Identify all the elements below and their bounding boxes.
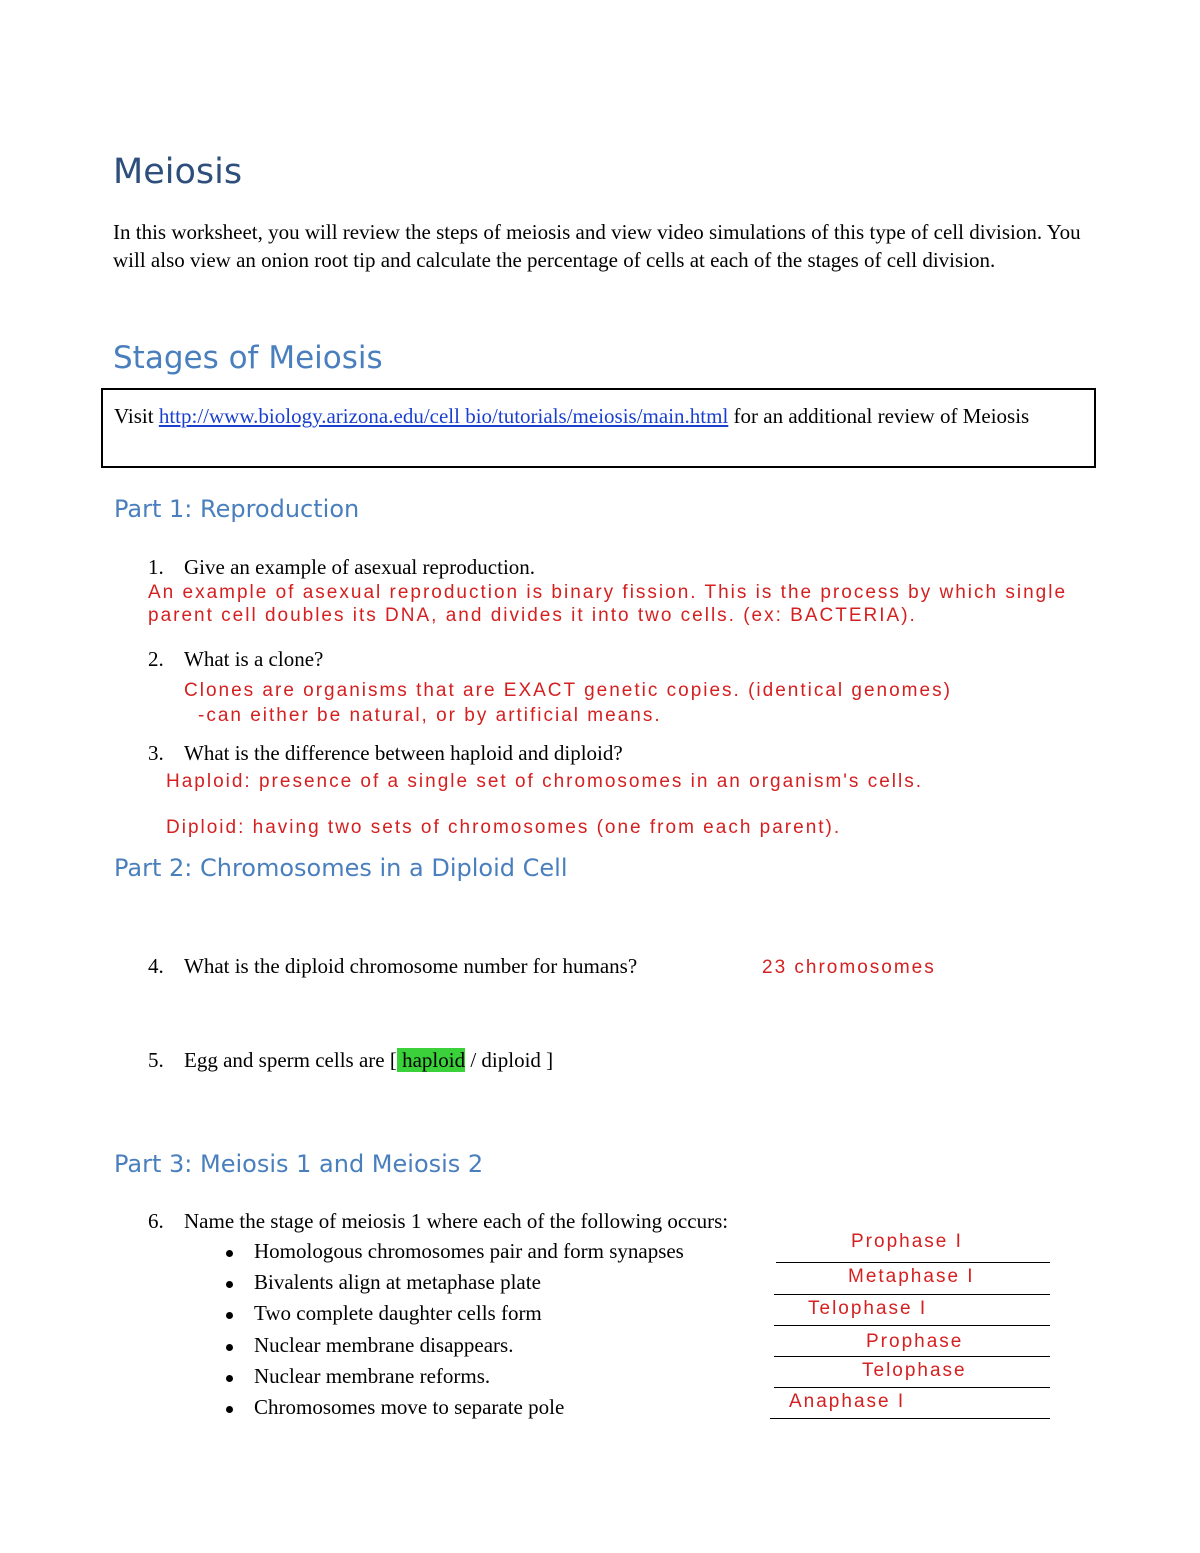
bullet-dot — [226, 1250, 233, 1257]
question-text: Name the stage of meiosis 1 where each of the following occurs: — [184, 1209, 729, 1233]
q5-selected-option: haploid — [396, 1048, 466, 1072]
question-number: 2. — [148, 647, 164, 671]
answer-4: 23 chromosomes — [762, 957, 936, 978]
list-item-text: Bivalents align at metaphase plate — [254, 1270, 541, 1294]
list-item-text: Nuclear membrane disappears. — [254, 1333, 514, 1357]
answer-3-diploid: Diploid: having two sets of chromosomes (one from each parent). — [166, 817, 842, 838]
question-text: What is the diploid chromosome number for humans? — [184, 954, 638, 978]
bullet-dot — [226, 1375, 233, 1382]
answer-2-line2: -can either be natural, or by artificial means. — [198, 705, 662, 726]
intro-paragraph: In this worksheet, you will review the steps of meiosis and view video simulations of this type of cell division. You will also view an onion root tip and calculate the percentage of cells at each of the stages of cell division. — [113, 220, 1081, 272]
visit-suffix: for an additional review of Meiosis — [728, 404, 1030, 428]
question-2 — [148, 646, 1048, 672]
question-number: 6. — [148, 1209, 164, 1233]
list-item-text: Two complete daughter cells form — [254, 1301, 542, 1325]
list-item-text: Homologous chromosomes pair and form synapses — [254, 1239, 684, 1263]
answer-3-haploid: Haploid: presence of a single set of chromosomes in an organism's cells. — [166, 771, 923, 792]
answer-1-line2: parent cell doubles its DNA, and divides it into two cells. (ex: BACTERIA). — [148, 605, 917, 626]
list-item-answer: Telophase — [862, 1360, 967, 1381]
list-item-text: Chromosomes move to separate pole — [254, 1395, 565, 1419]
question-number: 5. — [148, 1048, 164, 1072]
answer-blank-line — [774, 1387, 1050, 1388]
answer-blank-line — [770, 1418, 1050, 1419]
question-5 — [148, 1047, 848, 1073]
part3-heading: Part 3: Meiosis 1 and Meiosis 2 — [114, 1150, 484, 1178]
question-text: What is a clone? — [184, 647, 324, 671]
question-3 — [148, 740, 1048, 766]
answer-blank-line — [776, 1262, 1050, 1263]
list-item-answer: Telophase I — [808, 1298, 928, 1319]
answer-blank-line — [774, 1356, 1050, 1357]
bullet-dot — [226, 1312, 233, 1319]
section-heading-stages: Stages of Meiosis — [113, 340, 383, 376]
list-item-answer: Prophase — [866, 1331, 964, 1352]
bullet-dot — [226, 1281, 233, 1288]
answer-1-line1: An example of asexual reproduction is binary fission. This is the process by which single — [148, 582, 1068, 603]
answer-blank-line — [774, 1294, 1050, 1295]
question-text — [184, 1047, 553, 1073]
question-4 — [148, 953, 768, 979]
question-number: 1. — [148, 555, 164, 579]
meiosis-tutorial-link[interactable]: http://www.biology.arizona.edu/cell bio/tutorials/meiosis/main.html — [158, 404, 729, 428]
visit-box — [101, 388, 1096, 468]
list-item-answer: Prophase I — [851, 1231, 963, 1252]
question-number: 4. — [148, 954, 164, 978]
visit-prefix: Visit — [114, 404, 159, 428]
bullet-dot — [226, 1406, 233, 1413]
list-item-answer: Metaphase I — [848, 1266, 975, 1287]
answer-blank-line — [774, 1325, 1050, 1326]
question-text: What is the difference between haploid and diploid? — [184, 741, 623, 765]
question-number: 3. — [148, 741, 164, 765]
part1-heading: Part 1: Reproduction — [114, 495, 360, 523]
list-item-answer: Anaphase I — [789, 1391, 906, 1412]
question-text: Give an example of asexual reproduction. — [184, 555, 536, 579]
page-title: Meiosis — [113, 152, 243, 192]
q5-suffix: / diploid ] — [465, 1048, 554, 1072]
list-item-text: Nuclear membrane reforms. — [254, 1364, 491, 1388]
bullet-dot — [226, 1344, 233, 1351]
question-1 — [148, 554, 1048, 580]
q5-prefix: Egg and sperm cells are [ — [184, 1048, 397, 1072]
part2-heading: Part 2: Chromosomes in a Diploid Cell — [114, 854, 568, 882]
answer-2-line1: Clones are organisms that are EXACT genetic copies. (identical genomes) — [184, 680, 952, 701]
